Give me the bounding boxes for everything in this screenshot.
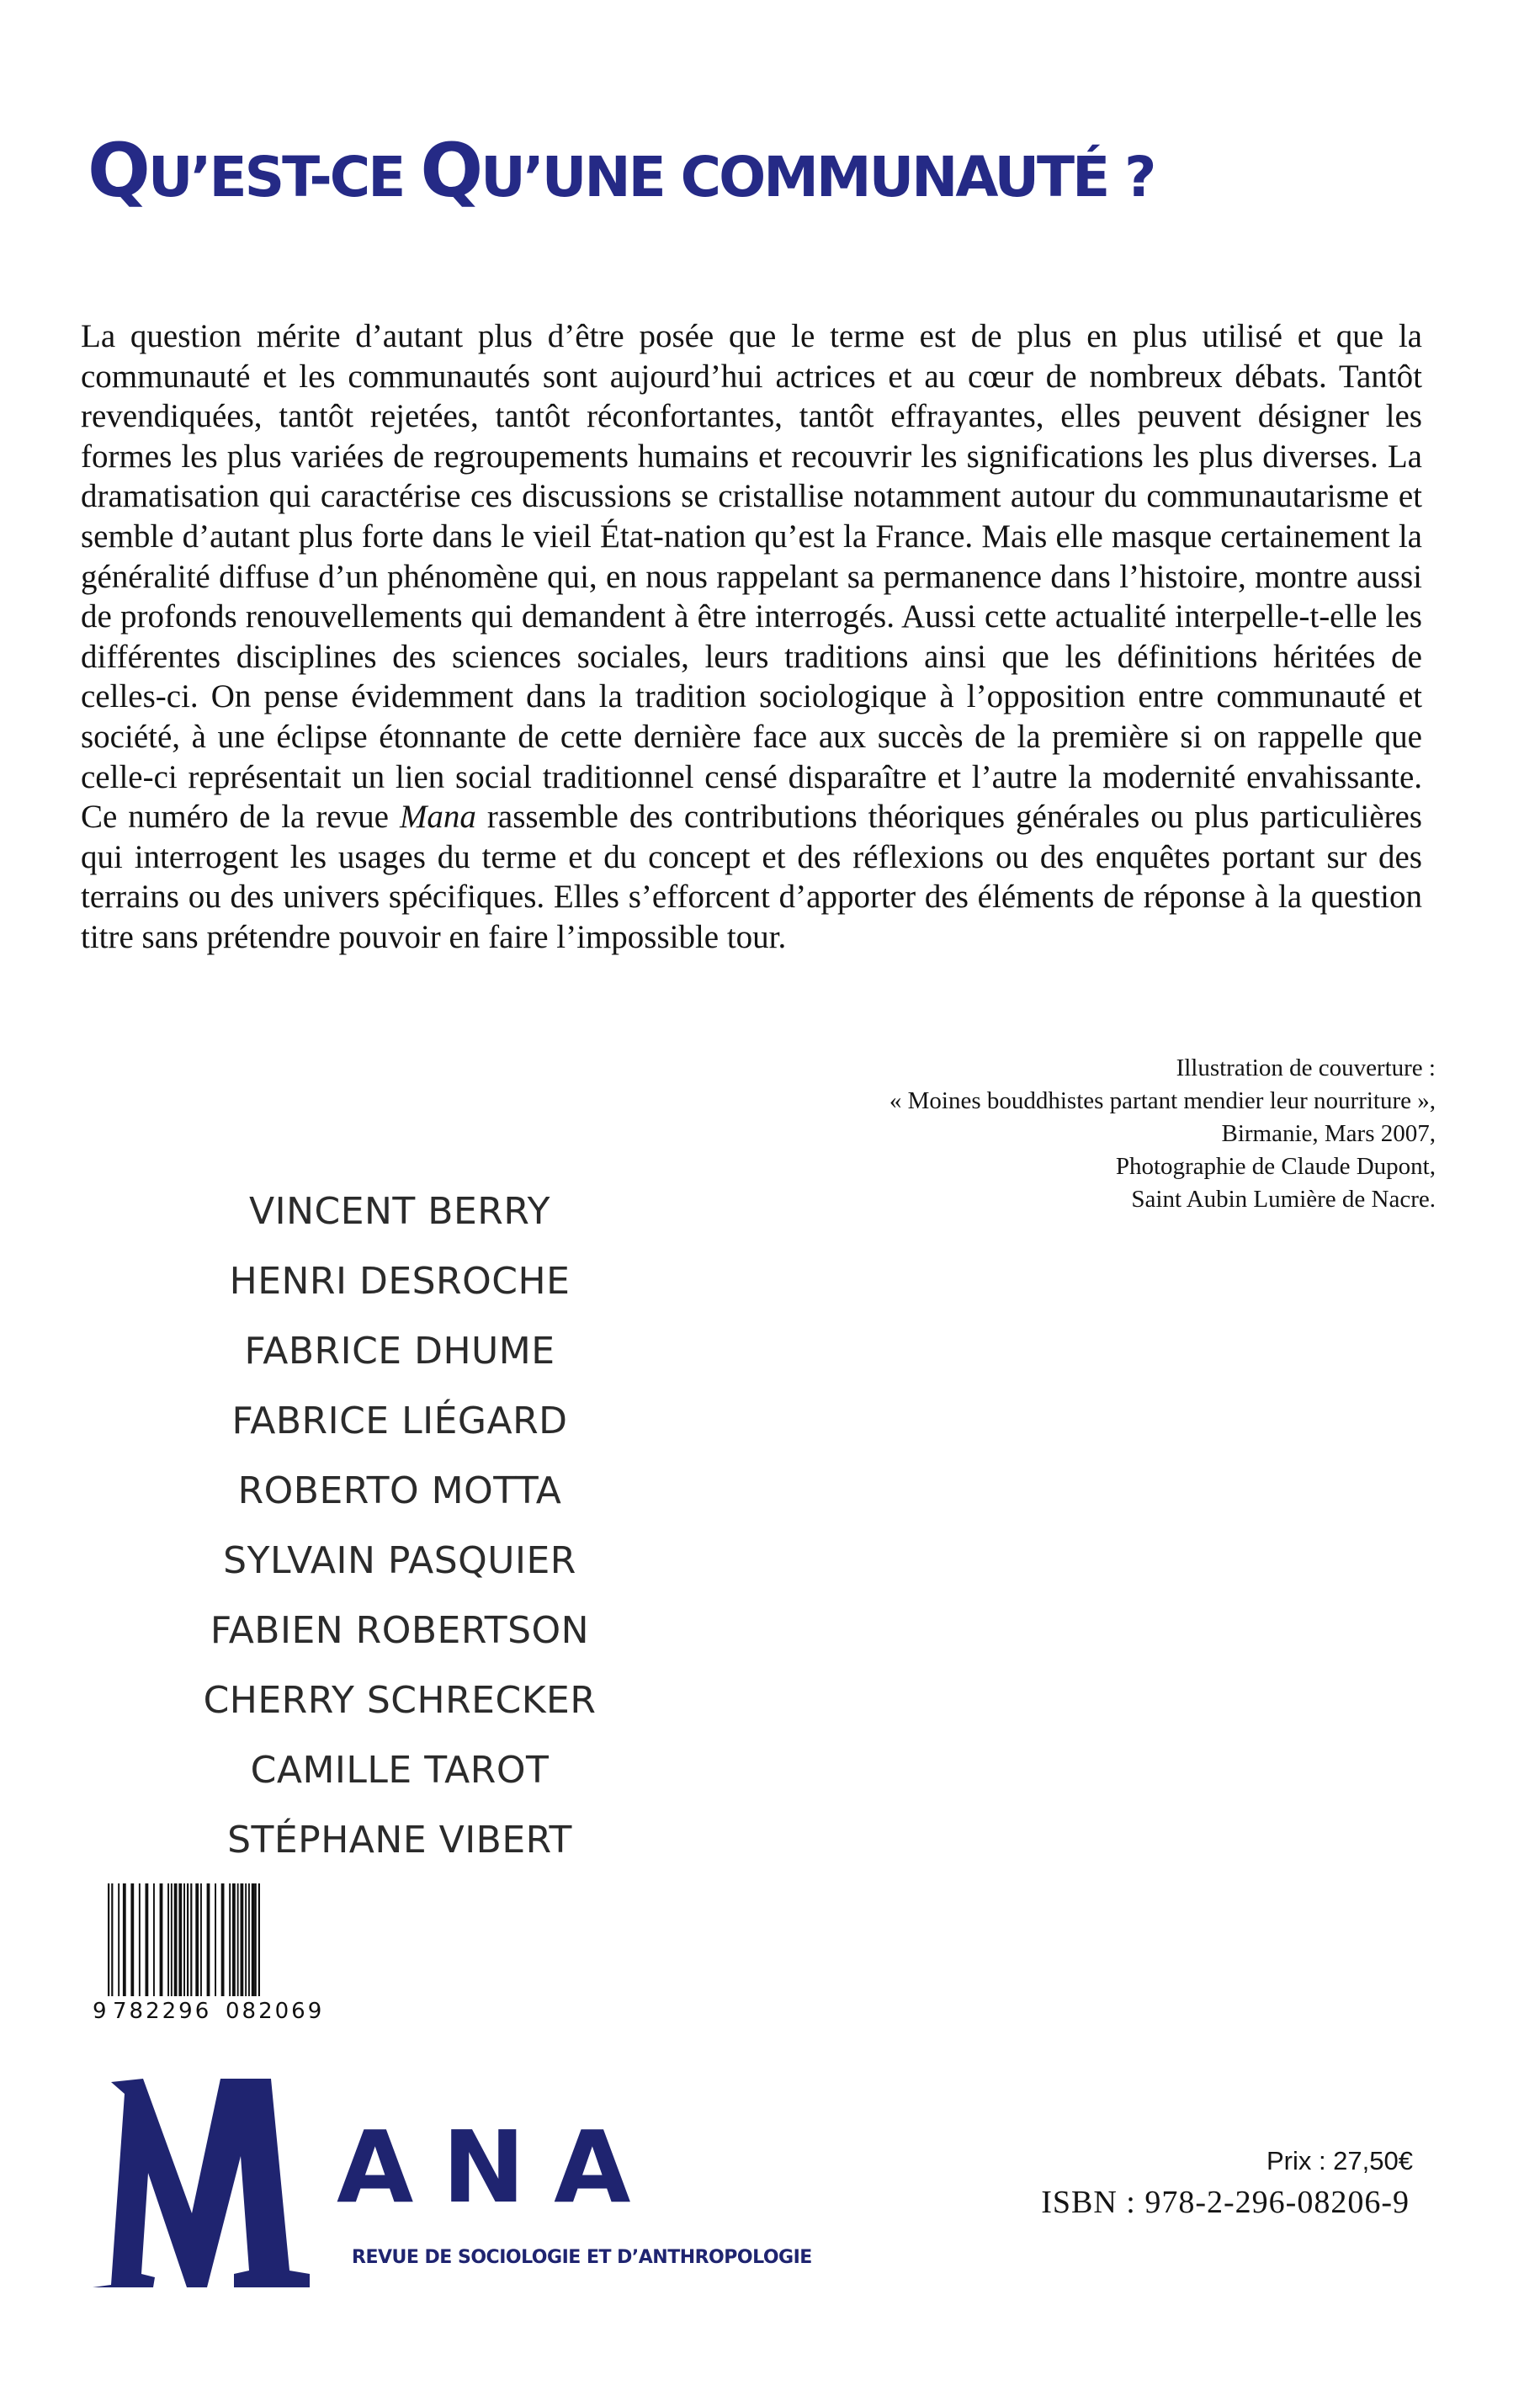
journal-name-italic: Mana — [399, 799, 476, 836]
barcode-bar — [248, 1883, 250, 1996]
mana-logo-ana: ANA — [337, 2109, 660, 2225]
barcode-bar — [167, 1883, 169, 1996]
page-title — [88, 125, 1434, 224]
barcode-bar — [130, 1883, 134, 1996]
isbn-label: ISBN : 978-2-296-08206-9 — [1041, 2185, 1410, 2220]
barcode-bar — [252, 1883, 255, 1996]
blurb-paragraph: La question mérite d’autant plus d’être posée que le terme est de plus en plus utilisé et que la communauté et les communautés sont aujourd’hui actrices et au cœur de nombreux débats. Tantôt revendiquées, tantôt rejetées, tantôt réconfortantes, tantôt effrayantes, elles peuvent désigner les formes les plus variées de regroupements humains et recouvrir les significations les plus diverses. La dramatisation qui caractérise ces discussions se cristallise notamment autour du communautarisme et semble d’autant plus forte dans le vieil État-nation qu’est la France. Mais elle masque certainement la généralité diffuse d’un phénomène qui, en nous rappelant sa permanence dans l’histoire, montre aussi de profonds renouvellements qui demandent à être interrogés. Aussi cette actualité interpelle-t-elle les différentes disciplines des sciences sociales, leurs traditions ainsi que les définitions héritées de celles-ci. On pense évidemment dans la tradition sociologique à l’opposition entre communauté et société, à une éclipse étonnante de cette dernière face aux succès de la première si on rappelle que celle-ci représentait un lien social traditionnel censé disparaître et l’autre la modernité envahissante. Ce numéro de la revue Mana rassemble des contributions théoriques générales ou plus particulières qui interrogent les usages du terme et du concept et des réflexions ou des enquêtes portant sur des terrains ou des univers spécifiques. Elles s’efforcent d’apporter des éléments de réponse à la question titre sans prétendre pouvoir en faire l’impossible tour. — [81, 318, 1422, 955]
title-initial-q-2: Q — [420, 127, 481, 214]
author-name: STÉPHANE VIBERT — [227, 1819, 572, 1862]
barcode-bar — [174, 1883, 178, 1996]
barcode-digit-first: 9 — [93, 1999, 107, 2024]
barcode-bar — [160, 1883, 163, 1996]
barcode-bar — [171, 1883, 173, 1996]
barcode-bar — [183, 1883, 185, 1996]
author-name: HENRI DESROCHE — [229, 1260, 571, 1303]
cover-illustration-credit: Illustration de couverture : « Moines bouddhistes partant mendier leur nourriture », Birmanie, Mars 2007, Photographie de Claude Dupont, Saint Aubin Lumière de Nacre. — [889, 1054, 1436, 1213]
barcode-bar — [237, 1883, 239, 1996]
barcode-bar — [146, 1883, 149, 1996]
barcode-digits-right: 082069 — [226, 1999, 325, 2024]
barcode-bar — [118, 1883, 119, 1996]
author-name: FABRICE LIÉGARD — [231, 1400, 568, 1442]
author-name: ROBERTO MOTTA — [237, 1469, 562, 1512]
barcode-bar — [229, 1883, 231, 1996]
barcode-bar — [195, 1883, 199, 1996]
barcode-bar — [232, 1883, 236, 1996]
author-name: CAMILLE TAROT — [250, 1749, 550, 1792]
title-segment-2: U’UNE COMMUNAUTÉ ? — [481, 145, 1155, 210]
author-list — [151, 1177, 648, 1875]
barcode-bar — [221, 1883, 225, 1996]
barcode-bar — [200, 1883, 202, 1996]
barcode-bar — [241, 1883, 244, 1996]
barcode-bar — [139, 1883, 141, 1996]
price-label: Prix : 27,50€ — [1266, 2146, 1413, 2175]
title-segment: U’EST-CE — [147, 145, 421, 210]
title-initial-q: Q — [88, 127, 148, 214]
barcode-bar — [207, 1883, 210, 1996]
barcode-digits-left: 782296 — [113, 1999, 212, 2024]
author-name: SYLVAIN PASQUIER — [223, 1539, 576, 1582]
barcode-bar — [178, 1883, 182, 1996]
author-name: FABIEN ROBERTSON — [210, 1609, 590, 1652]
author-name: FABRICE DHUME — [244, 1330, 555, 1373]
author-name: CHERRY SCHRECKER — [203, 1679, 597, 1722]
isbn-barcode — [91, 1883, 343, 2025]
author-name: VINCENT BERRY — [249, 1190, 550, 1233]
back-cover-blurb — [81, 316, 1422, 958]
mana-logo-m — [93, 2079, 320, 2289]
barcode-bar — [245, 1883, 247, 1996]
barcode-bar — [153, 1883, 155, 1996]
barcode-bar — [123, 1883, 126, 1996]
barcode-bar — [215, 1883, 216, 1996]
journal-subtitle: REVUE DE SOCIOLOGIE ET D’ANTHROPOLOGIE — [352, 2247, 812, 2268]
